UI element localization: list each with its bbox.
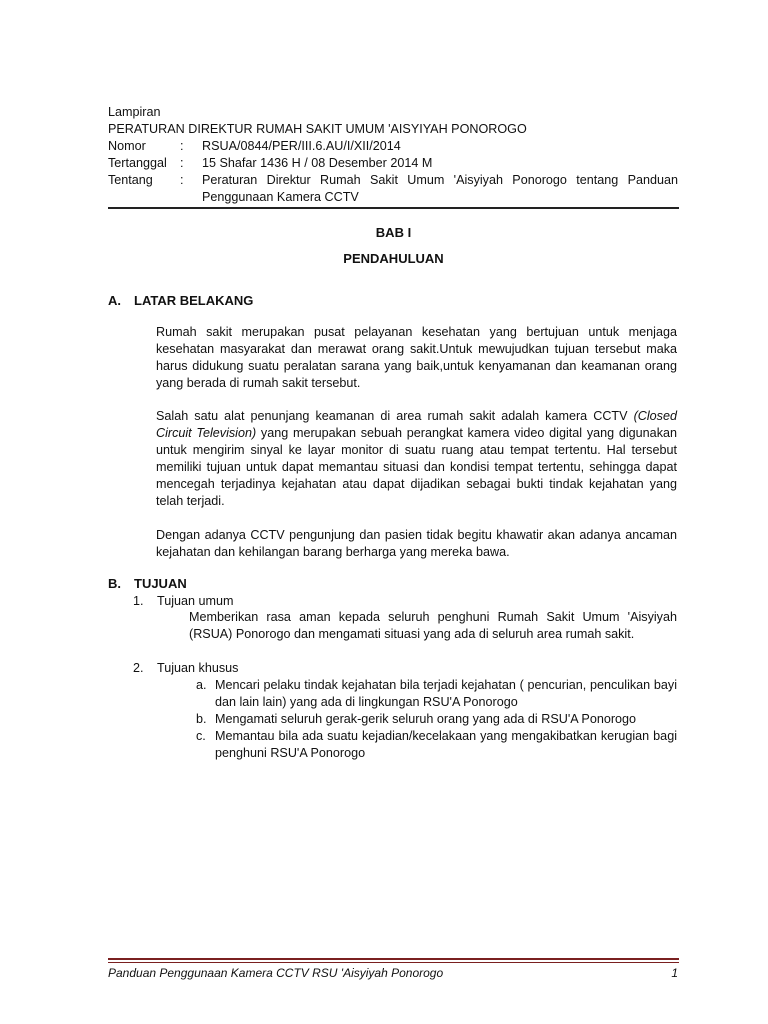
paragraph-text: yang merupakan sebuah perangkat kamera video digital yang digunakan untuk mengirim sinyal ke layar monitor di suatu ruang atau tempat tertentu. Hal tersebut memiliki tujuan untuk dapat memantau situasi dan kondisi tempat tertentu, sehingga dapat mencegah terjadinya kejahatan atau dapat dijadikan sebagai bukti tindak kejahatan yang telah terjadi.	[156, 426, 677, 508]
chapter-number: BAB I	[375, 225, 412, 240]
item-label: Tujuan umum	[157, 594, 234, 608]
paragraph-background-3: Dengan adanya CCTV pengunjung dan pasien tidak begitu khawatir akan adanya ancaman kejahatan dan kehilangan barang berharga yang mereka bawa.	[156, 528, 677, 559]
paragraph-background-1: Rumah sakit merupakan pusat pelayanan kesehatan yang bertujuan untuk menjaga kesehatan masyarakat dan merawat orang sakit.Untuk mewujudkan tujuan tersebut maka harus didukung suatu peralatan sarana yang baik,untuk kenyamanan dan keamanan orang yang berada di rumah sakit tersebut.	[156, 325, 677, 390]
attachment-label: Lampiran	[108, 105, 161, 119]
paragraph-text: Salah satu alat penunjang keamanan di area rumah sakit adalah kamera CCTV	[156, 409, 634, 423]
section-title: LATAR BELAKANG	[134, 293, 254, 308]
meta-key: Tentang	[108, 173, 153, 187]
item-number: 2.	[133, 661, 144, 675]
sub-item-text: Memantau bila ada suatu kejadian/kecelakaan yang mengakibatkan kerugian bagi penghuni RSU'A Ponorogo	[215, 729, 677, 760]
sub-item-text: Mencari pelaku tindak kejahatan bila terjadi kejahatan ( pencurian, penculikan bayi dan lain lain) yang ada di lingkungan RSU'A Ponorogo	[215, 678, 677, 709]
document-header	[108, 104, 678, 206]
paragraph-background-2	[156, 408, 677, 510]
specific-goal-c	[196, 728, 677, 762]
footer-divider	[108, 958, 679, 960]
sub-item-text: Mengamati seluruh gerak-gerik seluruh orang yang ada di RSU'A Ponorogo	[215, 712, 637, 726]
goal-item-general	[133, 593, 234, 610]
meta-colon: :	[180, 156, 184, 170]
meta-colon: :	[180, 139, 184, 153]
sub-item-letter: a.	[196, 678, 207, 692]
specific-goal-b	[196, 711, 677, 728]
section-letter: A.	[108, 293, 121, 308]
meta-value: Peraturan Direktur Rumah Sakit Umum 'Aisyiyah Ponorogo tentang Panduan Penggunaan Kamera CCTV	[202, 173, 678, 204]
meta-row-number	[108, 138, 678, 155]
meta-key: Nomor	[108, 139, 146, 153]
section-b-heading	[108, 575, 187, 592]
section-a-heading	[108, 292, 253, 309]
item-label: Tujuan khusus	[157, 661, 239, 675]
paragraph-italic-term: (Closed Circuit Television)	[156, 409, 677, 440]
general-goal-text: Memberikan rasa aman kepada seluruh penghuni Rumah Sakit Umum 'Aisyiyah (RSUA) Ponorogo dan mengamati situasi yang ada di seluruh area rumah sakit.	[189, 610, 677, 641]
sub-item-letter: c.	[196, 729, 206, 743]
sub-item-letter: b.	[196, 712, 207, 726]
meta-value: 15 Shafar 1436 H / 08 Desember 2014 M	[202, 156, 433, 170]
chapter-title: PENDAHULUAN	[343, 251, 444, 266]
section-letter: B.	[108, 576, 121, 591]
meta-key: Tertanggal	[108, 156, 167, 170]
section-title: TUJUAN	[134, 576, 187, 591]
item-number: 1.	[133, 594, 144, 608]
meta-colon: :	[180, 173, 184, 187]
header-divider	[108, 207, 679, 209]
page-number: 1	[671, 966, 678, 980]
footer-title: Panduan Penggunaan Kamera CCTV RSU 'Aisyiyah Ponorogo	[108, 966, 444, 980]
specific-goal-a	[196, 677, 677, 711]
footer-divider-thin	[108, 962, 679, 963]
regulation-title: PERATURAN DIREKTUR RUMAH SAKIT UMUM 'AISYIYAH PONOROGO	[108, 122, 527, 136]
goal-item-specific	[133, 660, 238, 677]
meta-row-subject	[108, 172, 678, 206]
meta-row-date	[108, 155, 678, 172]
meta-value: RSUA/0844/PER/III.6.AU/I/XII/2014	[202, 139, 401, 153]
